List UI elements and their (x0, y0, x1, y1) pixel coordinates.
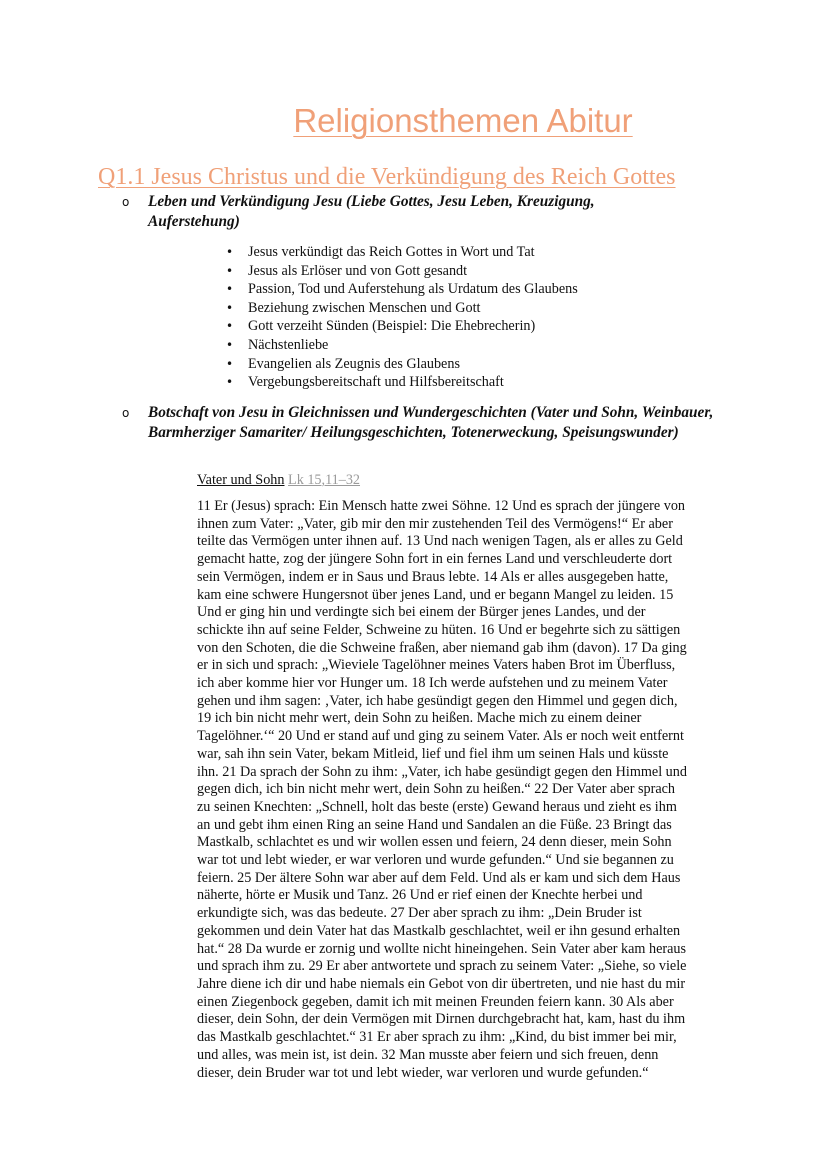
list-item: • Beziehung zwischen Menschen und Gott (226, 299, 481, 316)
chapter-heading: Q1.1 Jesus Christus und die Verkündigung des Reich Gottes (98, 164, 676, 190)
bullet-icon: • (226, 356, 234, 371)
passage-line: schickte ihn auf seine Felder, Schweine zu hüten. 16 Und er begehrte sich zu sättigen (197, 621, 681, 638)
passage-line: sein Vermögen, indem er in Saus und Braus lebte. 14 Als er alles ausgegeben hatte, (197, 568, 669, 585)
page-title: Religionsthemen Abitur (293, 102, 633, 139)
passage-line: ihnen zum Vater: „Vater, gib mir den mir zustehenden Teil des Vermögens!“ Er aber (197, 515, 673, 532)
passage-line: ich aber komme hier vor Hunger um. 18 Ich werde aufstehen und zu meinem Vater (197, 675, 668, 692)
section-heading-text: Leben und Verkündigung Jesu (Liebe Gottes, Jesu Leben, Kreuzigung, Auferstehung) (148, 193, 595, 230)
section-heading-text: Botschaft von Jesu in Gleichnissen und Wundergeschichten (Vater und Sohn, Weinbauer, Barmherziger Samariter/ Heilungsgeschichten, Totenerweckung, Speisungswunder) (148, 404, 714, 441)
bullet-icon: • (226, 245, 234, 259)
passage-line: 19 ich bin nicht mehr wert, dein Sohn zu heißen. Mache mich zu einem deiner (197, 710, 642, 727)
passage-line: teilte das Vermögen unter ihnen auf. 13 Und nach wenigen Tagen, als er alles zu Geld (197, 533, 683, 550)
bullet-icon: • (226, 375, 234, 390)
list-item: • Jesus verkündigt das Reich Gottes in Wort und Tat (226, 244, 535, 260)
passage-line: Jahre diene ich dir und habe niemals ein Gebot von dir übertreten, und nie hast du mir (197, 975, 686, 992)
passage-line: an und gebt ihm einen Ring an seine Hand und Sandalen an die Füße. 23 Bringt das (197, 816, 672, 833)
topic-bullet-list (222, 243, 642, 392)
circle-bullet-icon: o (122, 195, 130, 209)
passage-line: 11 Er (Jesus) sprach: Ein Mensch hatte zwei Söhne. 12 Und es sprach der jüngere von (197, 498, 686, 514)
section-heading-leben-jesu (122, 192, 642, 232)
passage-line: feiern. 25 Der ältere Sohn war aber auf dem Feld. Und als er kam und sich dem Haus (197, 869, 681, 886)
passage-line: Mastkalb, schlachtet es und wir wollen essen und feiern, 24 denn dieser, mein Sohn (197, 834, 672, 851)
passage-line: Tagelöhner.‘“ 20 Und er stand auf und ging zu seinem Vater. Als er noch weit entfernt (197, 728, 684, 745)
list-item: • Vergebungsbereitschaft und Hilfsbereitschaft (226, 374, 504, 391)
passage-line: und alles, was mein ist, ist dein. 32 Man musste aber feiern und sich freuen, denn (197, 1046, 659, 1063)
bible-reference-link[interactable]: Lk 15,11–32 (288, 472, 361, 488)
passage-line: dieser, dein Sohn, der dein Vermögen mit Dirnen durchgebracht hat, kam, hast du ihm (197, 1011, 686, 1028)
passage-line: gehen und ihm sagen: ‚Vater, ich habe gesündigt gegen den Himmel und gegen dich, (197, 692, 678, 709)
section-heading-gleichnisse (122, 403, 722, 443)
passage-line: und sprach ihm zu. 29 Er aber antwortete und sprach zu seinem Vater: „Siehe, so viele (197, 958, 687, 975)
passage-line: erkundigte sich, was das bedeute. 27 Der aber sprach zu ihm: „Dein Bruder ist (197, 905, 642, 922)
passage-title: Vater und Sohn (197, 472, 285, 488)
passage-line: einen Ziegenbock gegeben, damit ich mit meinen Freunden feiern kann. 30 Als aber (197, 993, 674, 1010)
list-item: • Passion, Tod und Auferstehung als Urdatum des Glaubens (226, 281, 578, 298)
passage-line: kam eine schwere Hungersnot über jenes Land, und er begann Mangel zu leiden. 15 (197, 586, 674, 603)
bullet-icon: • (226, 282, 234, 297)
bullet-icon: • (226, 319, 234, 334)
passage-line: er in sich und sprach: „Wieviele Tagelöhner meines Vaters haben Brot im Überfluss, (197, 657, 676, 674)
passage-line: zu seinen Knechten: „Schnell, holt das beste (erste) Gewand heraus und zieht es ihm (197, 798, 677, 815)
passage-line: das Mastkalb geschlachtet.“ 31 Er aber sprach zu ihm: „Kind, du bist immer bei mir, (197, 1029, 677, 1046)
passage-line: war tot und lebt wieder, er war verloren und wurde gefunden.“ Und sie begannen zu (197, 852, 674, 869)
passage-heading (197, 472, 360, 489)
passage-line: dieser, dein Bruder war tot und lebt wieder, war verloren und wurde gefunden.“ (197, 1064, 649, 1081)
passage-line: gemacht hatte, zog der jüngere Sohn fort in ein fernes Land und verschleuderte dort (197, 551, 673, 568)
list-item: • Evangelien als Zeugnis des Glaubens (226, 355, 460, 372)
bullet-icon: • (226, 300, 234, 315)
passage-line: Und er ging hin und verdingte sich bei einem der Bürger jenes Landes, und der (197, 604, 646, 621)
passage-line: hat.“ 28 Da wurde er zornig und wollte nicht hineingehen. Sein Vater aber kam heraus (197, 940, 687, 957)
passage-line: gekommen und dein Vater hat das Mastkalb geschlachtet, weil er ihn gesund erhalten (197, 922, 681, 939)
passage-line: näherte, hörte er Musik und Tanz. 26 Und er rief einen der Knechte herbei und (197, 887, 643, 904)
circle-bullet-icon: o (122, 406, 130, 420)
passage-line: von den Schoten, die die Schweine fraßen, aber niemand gab ihm (davon). 17 Da ging (197, 639, 687, 656)
list-item: • Gott verzeiht Sünden (Beispiel: Die Ehebrecherin) (226, 318, 536, 335)
list-item: • Nächstenliebe (226, 336, 329, 353)
passage-line: gegen dich, ich bin nicht mehr wert, dein Sohn zu heißen.“ 22 Der Vater aber sprach (197, 781, 676, 798)
passage-line: ihn. 21 Da sprach der Sohn zu ihm: „Vater, ich habe gesündigt gegen den Himmel und (197, 763, 687, 780)
passage-line: war, sah ihn sein Vater, bekam Mitleid, lief und fiel ihm um seinen Hals und küsste (197, 745, 669, 762)
bullet-icon: • (226, 263, 234, 278)
passage-text (197, 498, 737, 1082)
list-item: • Jesus als Erlöser und von Gott gesandt (226, 262, 468, 279)
bullet-icon: • (226, 337, 234, 352)
